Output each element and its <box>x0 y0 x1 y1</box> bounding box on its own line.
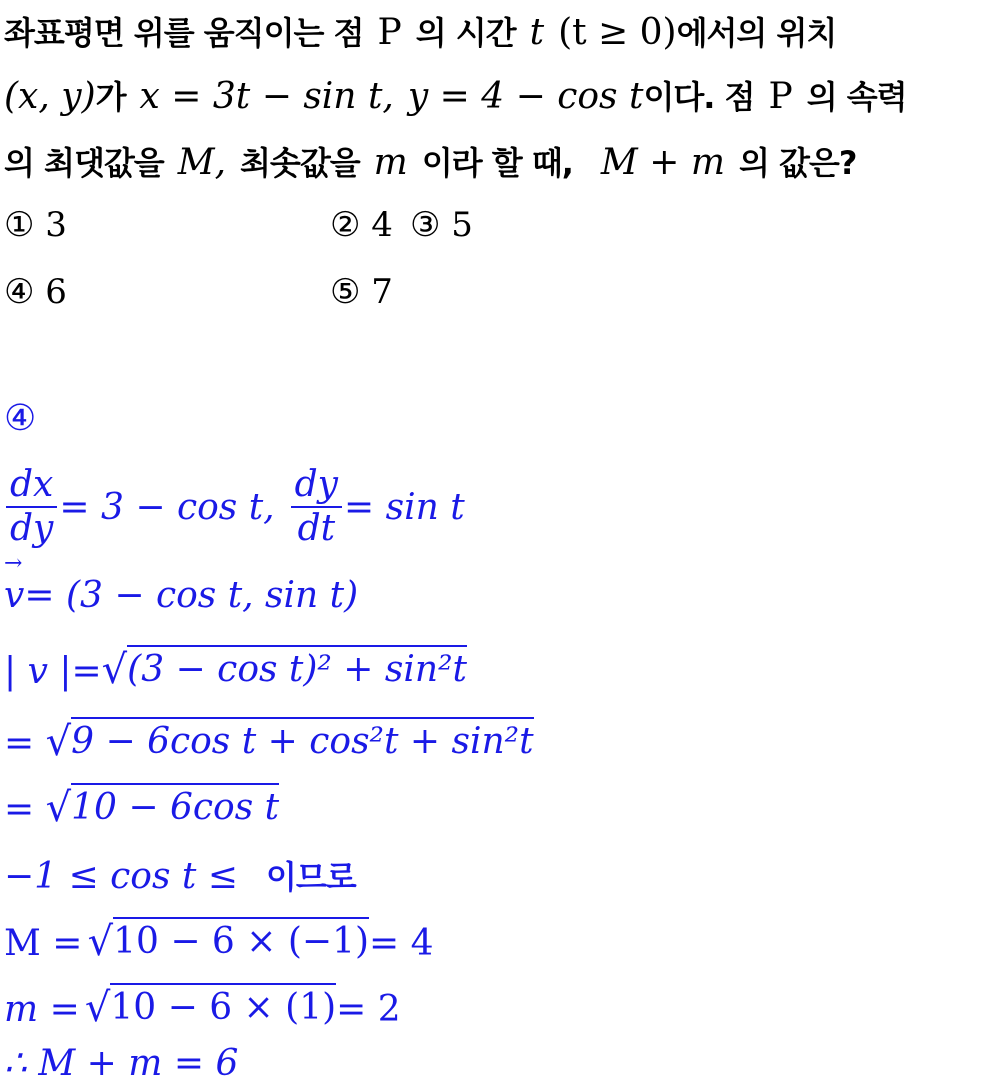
choice-4[interactable] <box>4 272 67 312</box>
speed-expand-line: = √ 9 − 6cos t + cos²t + sin²t <box>4 719 534 765</box>
square-root: √ 10 − 6 × (−1) <box>87 919 370 965</box>
max-value: = 4 <box>369 923 434 964</box>
radicand: 10 − 6 × (−1) <box>113 917 369 962</box>
choice-5[interactable] <box>330 272 393 312</box>
velocity-vector-line <box>4 575 358 616</box>
choice-mark: ⑤ <box>330 272 361 312</box>
question-text: 이라 할 때, <box>421 144 573 182</box>
answer-mark <box>4 398 36 439</box>
choice-1[interactable] <box>4 205 67 245</box>
question-text: 의 속력 <box>806 78 907 116</box>
derivative-y: = sin t <box>344 486 465 528</box>
velocity-vector-symbol: → v <box>4 575 24 616</box>
radicand: 10 − 6 × (1) <box>110 983 336 1028</box>
fraction-numerator: dx <box>6 464 57 508</box>
min-line <box>4 983 401 1030</box>
cos-range-line <box>4 852 356 898</box>
question-text: 최솟값을 <box>240 144 360 182</box>
math-variable: t <box>529 12 545 53</box>
question-text: 의 값은? <box>738 144 857 182</box>
final-answer: ∴ M + m = 6 <box>4 1043 239 1084</box>
choice-value: 7 <box>371 272 393 312</box>
final-answer-line <box>4 1043 238 1084</box>
answer-value: ④ <box>4 398 37 439</box>
fraction-dy-dt <box>291 464 342 550</box>
fraction-numerator: dy <box>291 464 342 508</box>
max-line <box>4 917 434 964</box>
speed-simplified-line: = √ 10 − 6cos t <box>4 785 280 831</box>
math-equation: y = 4 − cos t <box>407 76 644 117</box>
square-root: √ 9 − 6cos t + cos²t + sin²t <box>45 719 534 765</box>
fraction-dx-dy <box>6 464 57 550</box>
question-text: 의 최댓값을 <box>4 144 164 182</box>
derivative-line <box>4 464 465 550</box>
choice-2[interactable] <box>330 205 393 245</box>
choice-3[interactable] <box>410 205 473 245</box>
question-text: 에서의 위치 <box>676 14 837 52</box>
question-text: 좌표평면 위를 움직이는 점 <box>4 14 364 52</box>
math-condition: (t ≥ 0) <box>558 12 677 53</box>
cos-range: −1 ≤ cos t ≤ <box>4 856 238 897</box>
math-variable: m <box>373 142 408 183</box>
choice-value: 4 <box>371 205 393 245</box>
max-symbol: M = <box>4 923 83 964</box>
cos-range-text: 이므로 <box>265 858 356 896</box>
fraction-denominator: dt <box>297 508 336 549</box>
question-line-2 <box>4 72 907 118</box>
question-text: 이다. 점 <box>643 78 755 116</box>
radicand: 10 − 6cos t <box>71 783 279 828</box>
radicand: 9 − 6cos t + cos²t + sin²t <box>71 717 533 762</box>
point-label: P <box>768 76 793 117</box>
choice-value: 5 <box>451 205 473 245</box>
question-text: 가 <box>95 78 126 116</box>
question-line-1 <box>4 8 836 54</box>
velocity-vector-value: = (3 − cos t, sin t) <box>24 575 359 616</box>
math-expression: M + m <box>600 142 725 183</box>
min-symbol: m = <box>4 989 80 1030</box>
choice-value: 6 <box>45 272 67 312</box>
square-root: √ (3 − cos t)² + sin²t <box>101 647 467 693</box>
math-variable: M, <box>177 142 227 183</box>
question-line-3 <box>4 138 856 184</box>
math-equation: x = 3t − sin t, <box>139 76 394 117</box>
derivative-x: = 3 − cos t, <box>59 486 275 528</box>
question-text: 의 시간 <box>415 14 516 52</box>
min-value: = 2 <box>336 989 401 1030</box>
fraction-denominator: dy <box>10 508 54 549</box>
square-root: √ 10 − 6cos t <box>45 785 280 831</box>
math-coordinates: (x, y) <box>4 76 96 117</box>
choice-mark: ④ <box>4 272 35 312</box>
choice-value: 3 <box>45 205 67 245</box>
point-label: P <box>377 12 402 53</box>
speed-line <box>4 645 467 692</box>
square-root: √ 10 − 6 × (1) <box>84 985 337 1031</box>
choice-mark: ① <box>4 205 35 245</box>
radicand: (3 − cos t)² + sin²t <box>127 645 467 690</box>
choice-mark: ③ <box>410 205 441 245</box>
choice-mark: ② <box>330 205 361 245</box>
speed-symbol: | v |= <box>4 651 102 692</box>
